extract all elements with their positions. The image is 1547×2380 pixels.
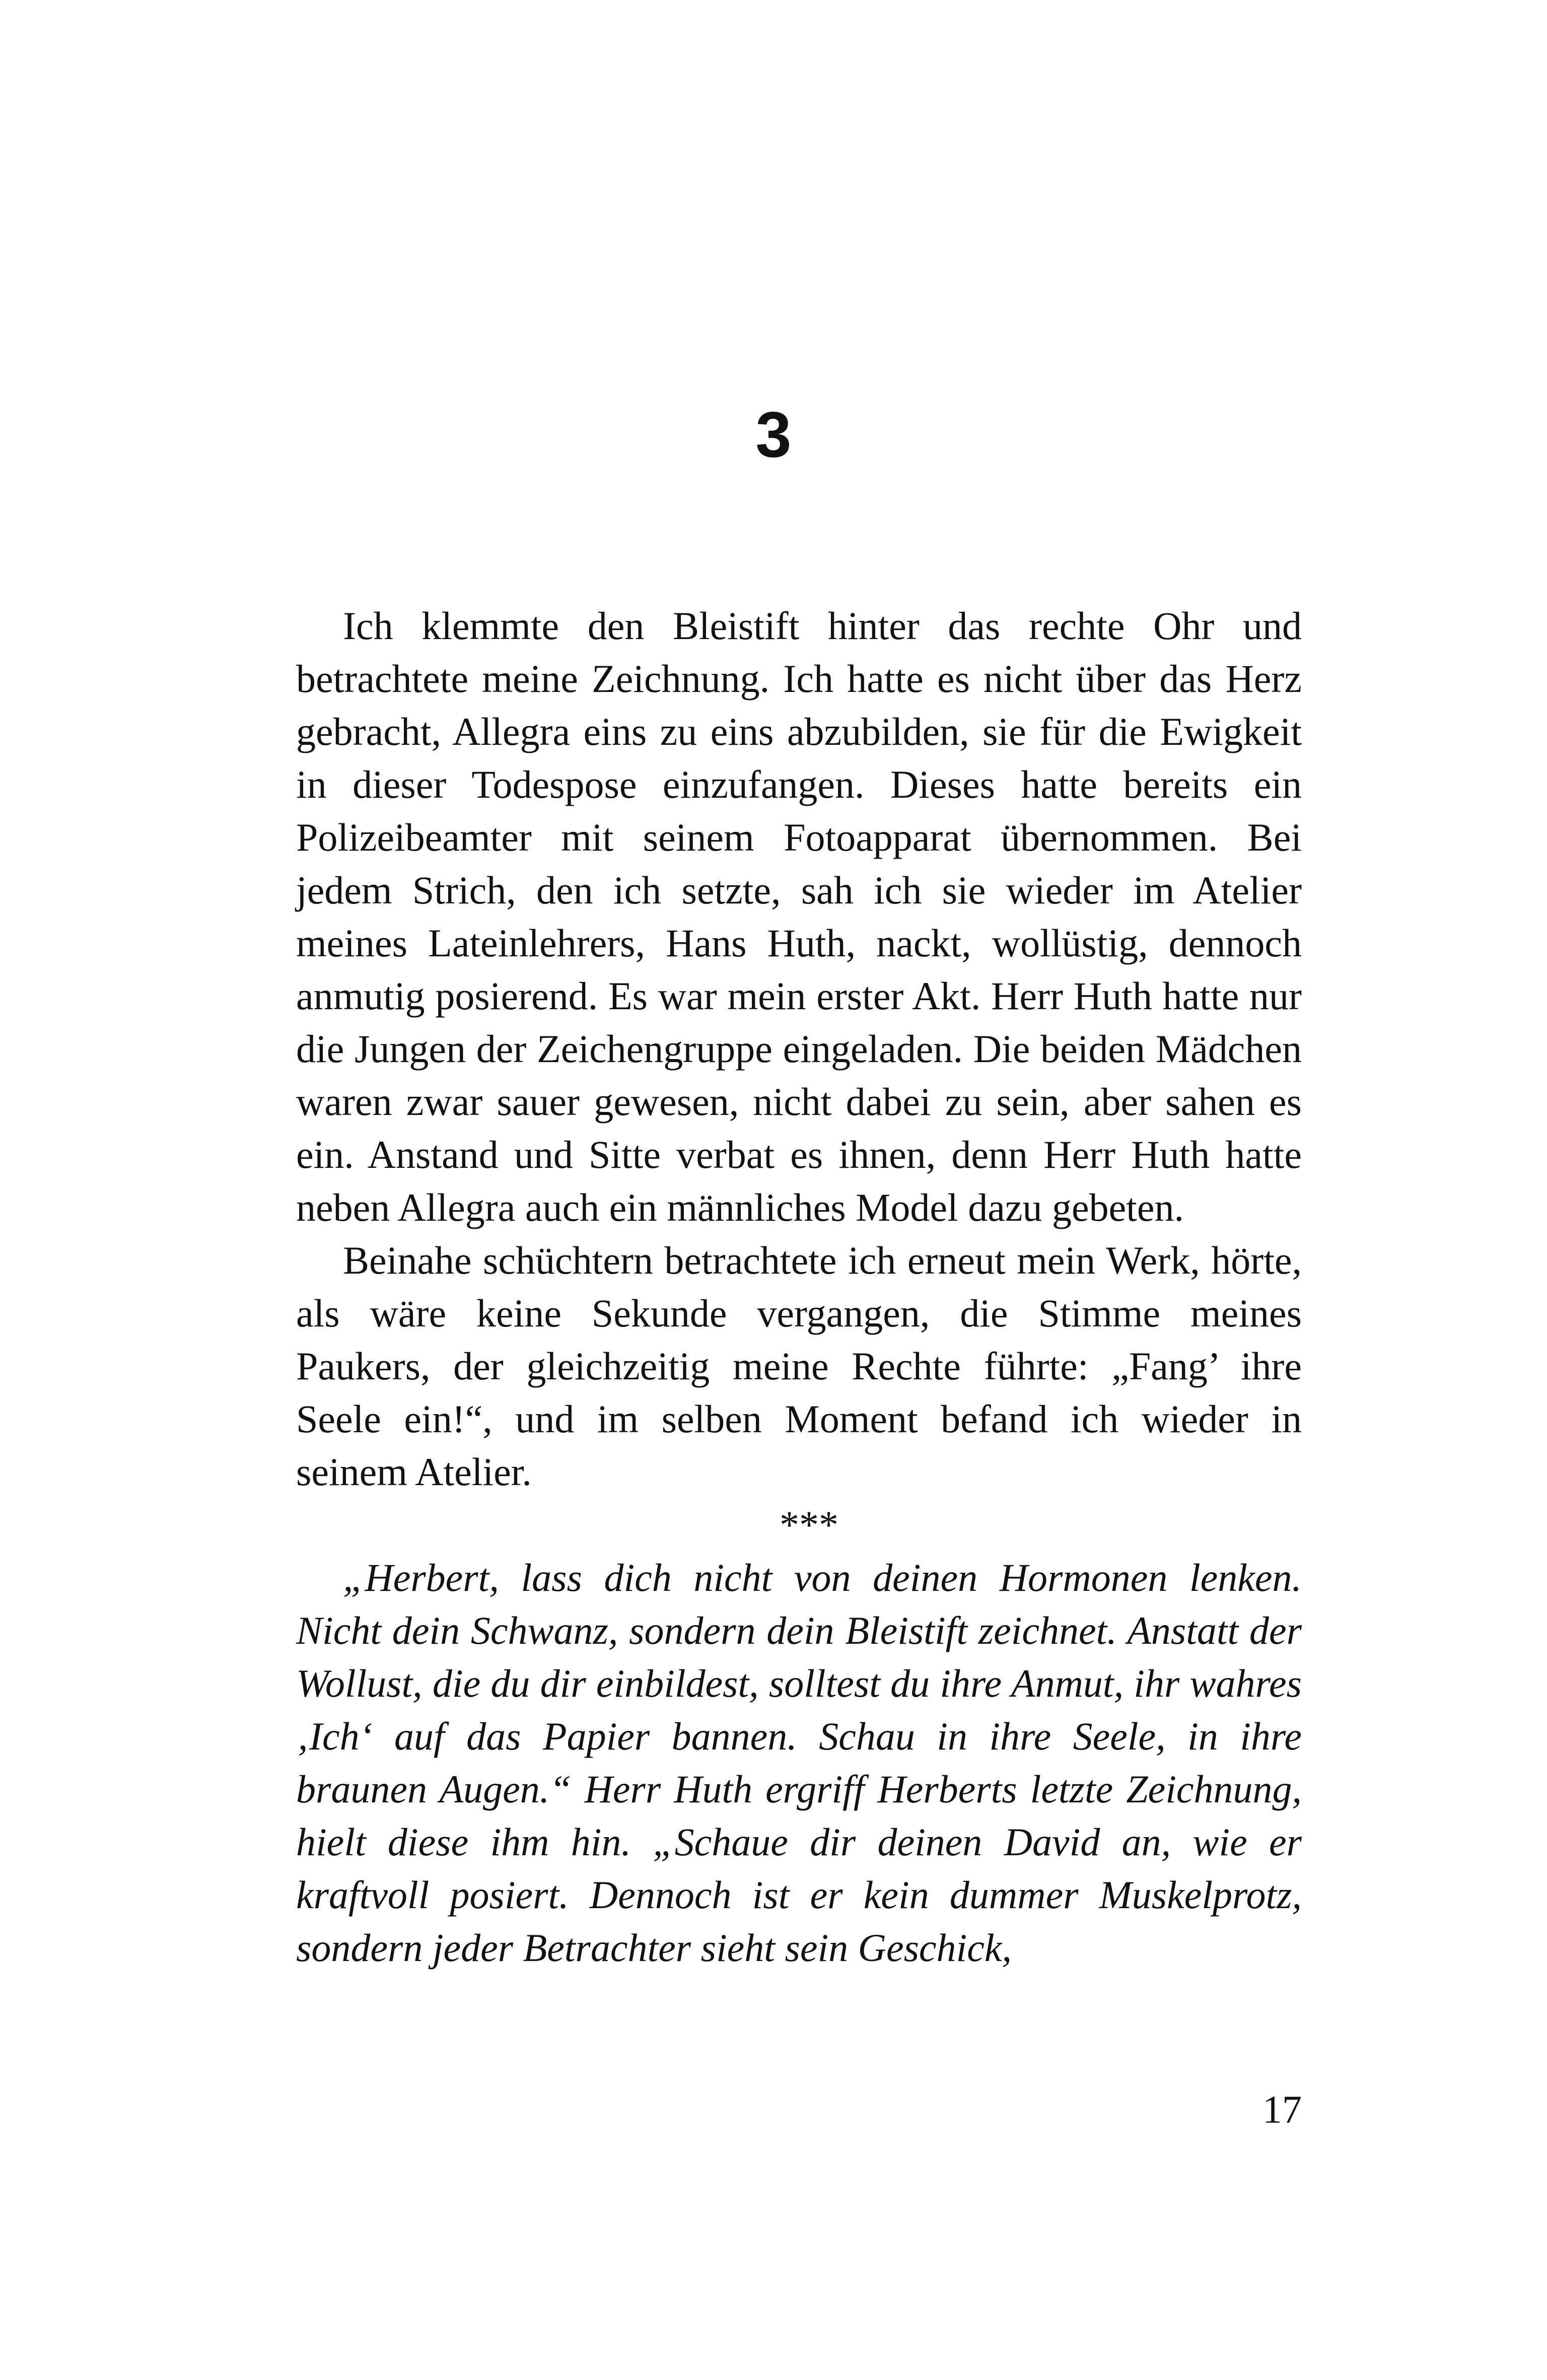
scene-break: *** xyxy=(780,1503,838,1547)
chapter-number: 3 xyxy=(755,399,792,471)
paragraph: Ich klemmte den Bleistift hinter das rechte Ohr und betrachtete meine Zeichnung. Ich hatte es nicht über das Herz gebracht, Allegra eins zu eins abzubilden, sie für die Ewigkeit in dieser Todespose einzufangen. Dieses hatte bereits ein Polizeibeamter mit seinem Fotoapparat übernommen. Bei jedem Strich, den ich setzte, sah ich sie wieder im Atelier meines Lateinlehrers, Hans Huth, nackt, wollüstig, dennoch anmutig posierend. Es war mein erster Akt. Herr Huth hatte nur die Jungen der Zeichengruppe eingeladen. Die beiden Mädchen waren zwar sauer gewesen, nicht dabei zu sein, aber sahen es ein. Anstand und Sitte verbat es ihnen, denn Herr Huth hatte neben Allegra auch ein männliches Model dazu gebeten. xyxy=(296,604,1302,1229)
page-number: 17 xyxy=(1262,2087,1302,2131)
paragraph: Beinahe schüchtern betrachtete ich erneut mein Werk, hörte, als wäre keine Sekunde vergangen, die Stimme meines Paukers, der gleichzeitig meine Rechte führte: „Fang’ ihre Seele ein!“, und im selben Moment befand ich wieder in seinem Atelier. xyxy=(296,1238,1302,1494)
paragraph-italic: „Herbert, lass dich nicht von deinen Hormonen lenken. Nicht dein Schwanz, sondern dein Bleistift zeichnet. Anstatt der Wollust, die du dir einbildest, solltest du ihre Anmut, ihr wahres ‚Ich‘ auf das Papier bannen. Schau in ihre Seele, in ihre braunen Augen.“ Herr Huth ergriff Herberts letzte Zeichnung, hielt diese ihm hin. „Schaue dir deinen David an, wie er kraftvoll posiert. Dennoch ist er kein dummer Muskelprotz, sondern jeder Betrachter sieht sein Geschick, xyxy=(296,1556,1302,1970)
body-text xyxy=(296,599,1302,1974)
